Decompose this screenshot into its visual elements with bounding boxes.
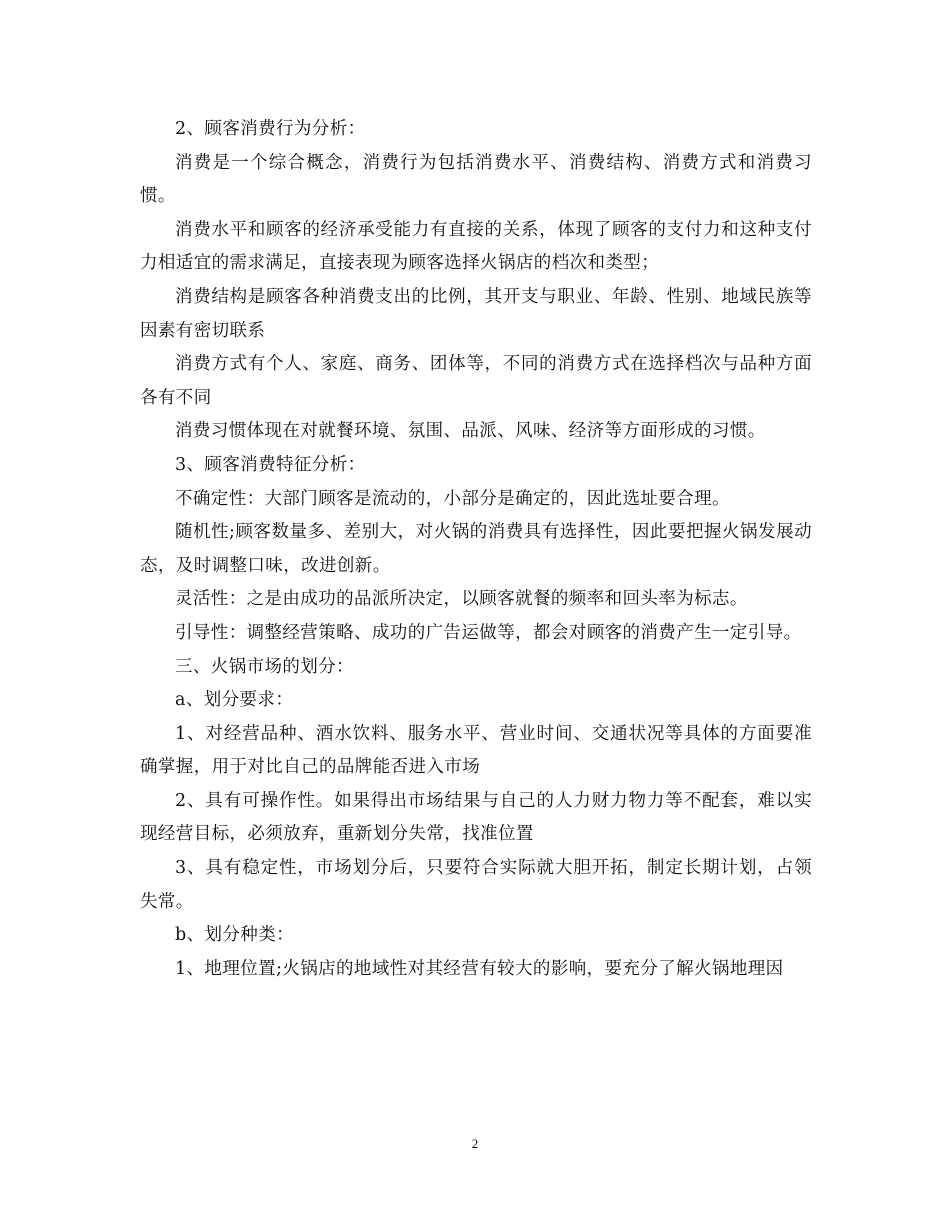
paragraph: 不确定性：大部门顾客是流动的，小部分是确定的，因此选址要合理。 — [175, 488, 730, 509]
list-item: 2、具有可操作性。如果得出市场结果与自己的人力财力物力等不配套，难以实现经营目标，必须放弃，重新划分失常，找准位置 — [140, 790, 812, 845]
paragraph: 消费方式有个人、家庭、商务、团体等，不同的消费方式在选择档次与品种方面各有不同 — [140, 354, 812, 408]
section-heading-market-division: 三、火锅市场的划分： — [175, 656, 354, 677]
paragraph: 随机性;顾客数量多、差别大，对火锅的消费具有选择性，因此要把握火锅发展动态，及时调整口味，改进创新。 — [140, 522, 812, 576]
list-item: 1、对经营品种、酒水饮料、服务水平、营业时间、交通状况等具体的方面要准确掌握，用于对比自己的品牌能否进入市场 — [140, 723, 812, 778]
subsection-heading-types: b、划分种类： — [175, 925, 295, 946]
subsection-heading-requirements: a、划分要求： — [175, 690, 294, 711]
section-heading-consumer-behavior: 2、顾客消费行为分析： — [175, 119, 366, 139]
list-item: 3、具有稳定性，市场划分后，只要符合实际就大胆开拓，制定长期计划，占领失常。 — [140, 858, 812, 912]
paragraph: 消费水平和顾客的经济承受能力有直接的关系，体现了顾客的支付力和这种支付力相适宜的需求满足，直接表现为顾客选择火锅店的档次和类型； — [140, 219, 812, 274]
page-number: 2 — [471, 1136, 479, 1151]
list-item: 1、地理位置;火锅店的地域性对其经营有较大的影响，要充分了解火锅地理因 — [175, 958, 784, 979]
paragraph: 引导性：调整经营策略、成功的广告运做等，都会对顾客的消费产生一定引导。 — [175, 622, 802, 643]
section-heading-consumer-features: 3、顾客消费特征分析： — [175, 454, 366, 475]
document-body — [140, 113, 812, 986]
paragraph: 灵活性：之是由成功的品派所决定，以顾客就餐的频率和回头率为标志。 — [175, 589, 748, 610]
paragraph: 消费结构是顾客各种消费支出的比例，其开支与职业、年龄、性别、地域民族等因素有密切联系 — [140, 286, 812, 341]
paragraph: 消费习惯体现在对就餐环境、氛围、品派、风味、经济等方面形成的习惯。 — [175, 421, 766, 442]
paragraph: 消费是一个综合概念，消费行为包括消费水平、消费结构、消费方式和消费习惯。 — [140, 152, 812, 207]
